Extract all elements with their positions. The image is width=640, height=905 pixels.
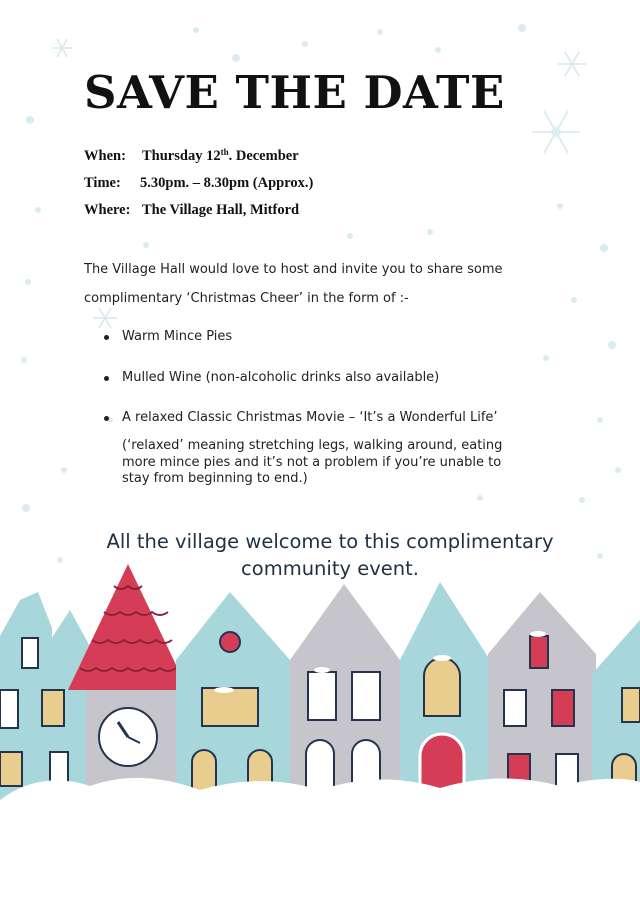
list-item	[104, 367, 498, 389]
offer-list	[104, 326, 498, 429]
intro-line: complimentary ‘Christmas Cheer’ in the form of :-	[84, 291, 409, 306]
bullet-icon	[104, 376, 109, 381]
intro-paragraph	[84, 255, 584, 313]
note-line: more mince pies and it’s not a problem if you’re unable to	[122, 454, 502, 470]
intro-line: The Village Hall would love to host and invite you to share some	[84, 262, 503, 277]
when-label: When:	[84, 148, 126, 164]
bullet-icon	[104, 416, 109, 421]
relaxed-note	[122, 438, 572, 488]
list-item	[104, 407, 498, 429]
closing-line: community event.	[241, 557, 419, 580]
when-day: Thursday 12	[142, 148, 221, 164]
event-time-row	[84, 171, 313, 198]
event-details	[84, 144, 313, 225]
time-value: 5.30pm. – 8.30pm (Approx.)	[140, 175, 314, 191]
list-item-text: Warm Mince Pies	[122, 329, 233, 344]
where-value: The Village Hall, Mitford	[142, 202, 300, 218]
village-houses-illustration	[0, 564, 640, 905]
where-label: Where:	[84, 202, 131, 218]
list-item-text: A relaxed Classic Christmas Movie – ‘It’s a Wonderful Life’	[122, 410, 498, 425]
when-suffix: th	[220, 147, 229, 157]
event-when-row	[84, 144, 313, 171]
list-item-text: Mulled Wine (non-alcoholic drinks also available)	[122, 370, 440, 385]
list-item	[104, 326, 498, 348]
when-month: . December	[228, 148, 299, 164]
closing-message	[40, 528, 620, 582]
note-line: (‘relaxed’ meaning stretching legs, walking around, eating	[122, 438, 503, 453]
page-title: SAVE THE DATE	[84, 66, 505, 119]
bullet-icon	[104, 335, 109, 340]
event-where-row	[84, 198, 313, 225]
note-line: stay from beginning to end.)	[122, 471, 308, 486]
time-label: Time:	[84, 175, 121, 191]
closing-line: All the village welcome to this complimentary	[106, 530, 554, 553]
